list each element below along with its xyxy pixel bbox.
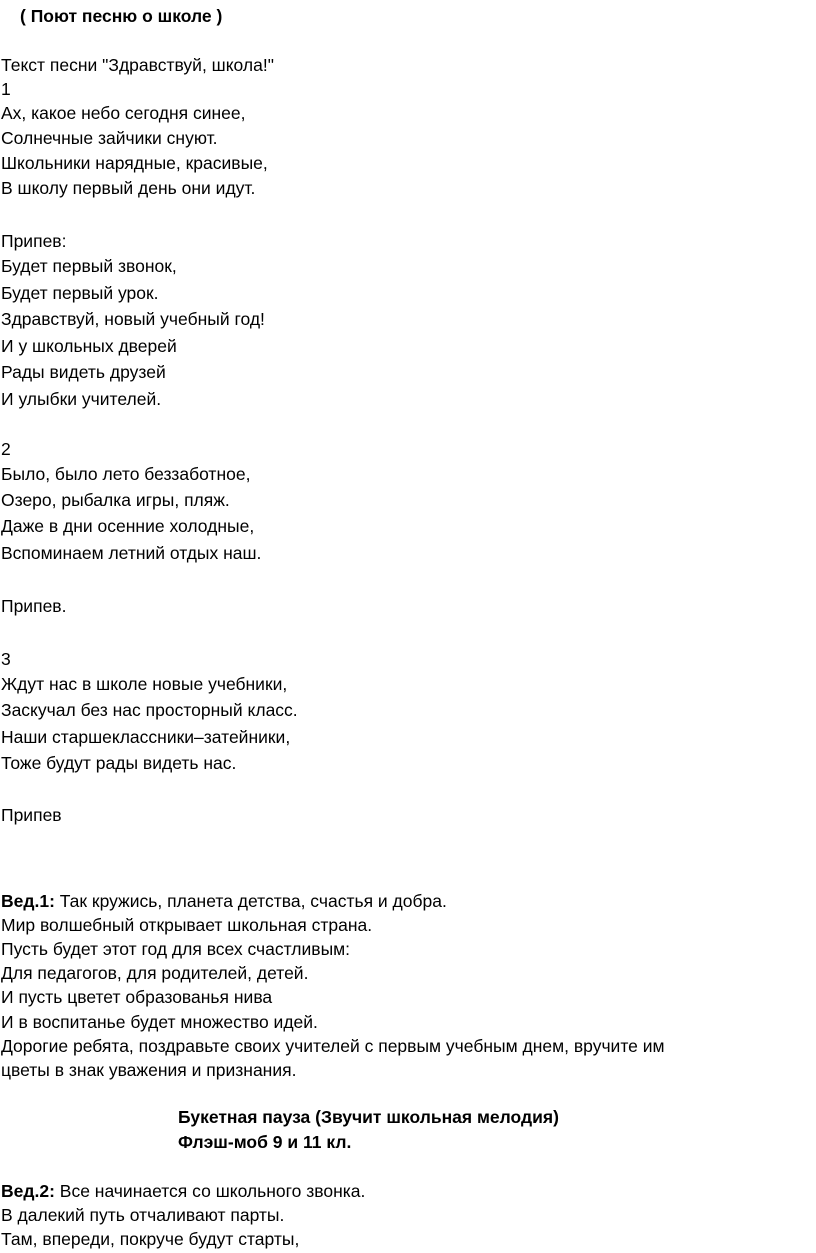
chorus-line: Рады видеть друзей	[1, 362, 166, 382]
host-speech-line: В далекий путь отчаливают парты.	[1, 1205, 285, 1225]
chorus-line: Будет первый звонок,	[1, 256, 177, 276]
verse-line: Солнечные зайчики снуют.	[1, 128, 218, 148]
host-speech-line: Там, впереди, покруче будут старты,	[1, 1229, 300, 1249]
stage-direction: ( Поют песню о школе )	[20, 6, 223, 26]
host-speech-line: И в воспитанье будет множество идей.	[1, 1012, 318, 1032]
verse-line: Было, было лето беззаботное,	[1, 464, 251, 484]
verse-line: Тоже будут рады видеть нас.	[1, 753, 237, 773]
host-speech-line	[1, 1181, 365, 1201]
host-speech-line: Для педагогов, для родителей, детей.	[1, 963, 309, 983]
host-speech-line: Дорогие ребята, поздравьте своих учителей с первым учебным днем, вручите им	[1, 1036, 665, 1056]
host-speech-line: цветы в знак уважения и признания.	[1, 1060, 297, 1080]
pause-heading: Букетная пауза (Звучит школьная мелодия)	[178, 1107, 559, 1127]
verse-line: В школу первый день они идут.	[1, 178, 256, 198]
verse-line: Школьники нарядные, красивые,	[1, 153, 268, 173]
host-label: Вед.1:	[1, 891, 55, 911]
verse-number: 3	[1, 649, 11, 669]
verse-number: 1	[1, 79, 11, 99]
verse-line: Наши старшеклассники–затейники,	[1, 727, 291, 747]
chorus-reference: Припев.	[1, 596, 67, 616]
chorus-label: Припев:	[1, 231, 67, 251]
host-speech-line: Пусть будет этот год для всех счастливым:	[1, 939, 351, 959]
chorus-line: И у школьных дверей	[1, 336, 177, 356]
host-speech-line	[1, 891, 447, 911]
host-text: Все начинается со школьного звонка.	[54, 1181, 366, 1201]
verse-line: Вспоминаем летний отдых наш.	[1, 543, 262, 563]
verse-line: Ждут нас в школе новые учебники,	[1, 674, 288, 694]
chorus-reference: Припев	[1, 805, 62, 825]
host-speech-line: Мир волшебный открывает школьная страна.	[1, 915, 373, 935]
chorus-line: И улыбки учителей.	[1, 389, 162, 409]
verse-line: Заскучал без нас просторный класс.	[1, 700, 298, 720]
host-label: Вед.2:	[1, 1181, 55, 1201]
chorus-line: Здравствуй, новый учебный год!	[1, 309, 265, 329]
verse-line: Даже в дни осенние холодные,	[1, 516, 255, 536]
host-speech-line: И пусть цветет образованья нива	[1, 987, 273, 1007]
verse-number: 2	[1, 439, 11, 459]
song-title: Текст песни "Здравствуй, школа!"	[1, 55, 274, 75]
verse-line: Ах, какое небо сегодня синее,	[1, 103, 246, 123]
chorus-line: Будет первый урок.	[1, 283, 159, 303]
verse-line: Озеро, рыбалка игры, пляж.	[1, 490, 230, 510]
flashmob-heading: Флэш-моб 9 и 11 кл.	[178, 1132, 352, 1152]
host-text: Так кружись, планета детства, счастья и добра.	[54, 891, 447, 911]
